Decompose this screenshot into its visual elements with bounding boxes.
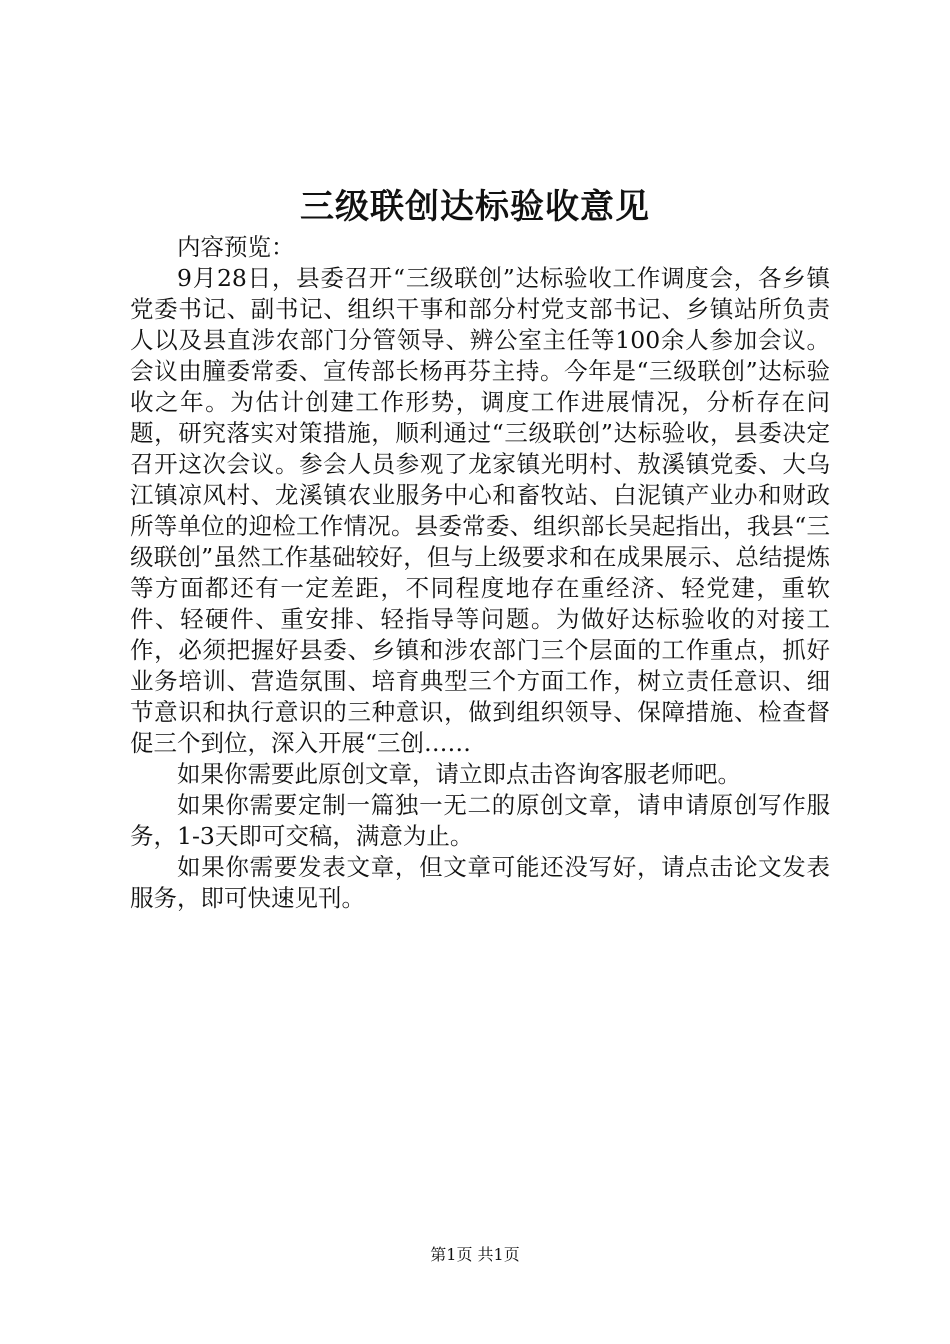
paragraph-consult-service: 如果你需要此原创文章，请立即点击咨询客服老师吧。 — [177, 760, 741, 788]
paragraph-custom-writing: 如果你需要定制一篇独一无二的原创文章，请申请原创写作服务，1-3天即可交稿，满意为止。 — [130, 791, 830, 850]
document-body — [130, 232, 830, 914]
page-footer: 第1页 共1页 — [430, 1245, 520, 1264]
paragraph-publishing-service: 如果你需要发表文章，但文章可能还没写好，请点击论文发表服务，即可快速见刊。 — [130, 853, 830, 912]
preview-label: 内容预览： — [177, 233, 295, 261]
document-title: 三级联创达标验收意见 — [300, 187, 650, 227]
paragraph-summary: 9月28日，县委召开“三级联创”达标验收工作调度会，各乡镇党委书记、副书记、组织干事和部分村党支部书记、乡镇站所负责人以及县直涉农部门分管领导、辨公室主任等100余人参加会议。会议由朣委常委、宣传部长杨再芬主持。今年是“三级联创”达标验收之年。为估计创建工作形势，调度工作进展情况，分析存在问题，研究落实对策措施，顺利通过“三级联创”达标验收，县委决定召开这次会议。参会人员参观了龙家镇光明村、敖溪镇党委、大乌江镇凉风村、龙溪镇农业服务中心和畜牧站、白泥镇产业办和财政所等单位的迎检工作情况。县委常委、组织部长吴起指出，我县“三级联创”虽然工作基础较好，但与上级要求和在成果展示、总结提炼等方面都还有一定差距，不同程度地存在重经济、轻党建，重软件、轻硬件、重安排、轻指导等问题。为做好达标验收的对接工作，必须把握好县委、乡镇和涉农部门三个层面的工作重点，抓好业务培训、营造氛围、培育典型三个方面工作，树立责任意识、细节意识和执行意识的三种意识，做到组织领导、保障措施、检查督促三个到位，深入开展“三创…… — [130, 264, 830, 757]
